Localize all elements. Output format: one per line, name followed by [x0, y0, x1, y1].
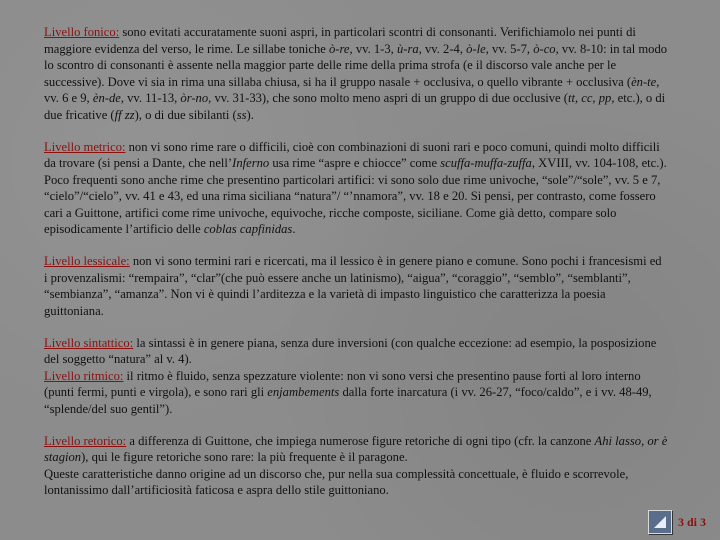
- body-text: , vv. 1-3,: [349, 41, 397, 56]
- slide-footer: [648, 510, 706, 534]
- italic-text: tt, cc, pp,: [567, 91, 615, 105]
- paragraph-metrico: [44, 139, 668, 238]
- body-text: non vi sono rime rare o difficili, cioè con combinazioni di suoni rari e poco comuni, quindi molto difficili da trovare (si pensi a Dante, che nell’: [44, 139, 660, 170]
- slide-content: [44, 24, 668, 514]
- body-text: , vv. 11-13,: [120, 91, 181, 105]
- body-text: ), qui le figure retoriche sono rare: la più frequente è il paragone.: [81, 450, 408, 464]
- body-text: usa rime “aspre e chiocce” come: [269, 156, 441, 170]
- italic-text: ù-ra: [396, 41, 419, 56]
- body-text: , vv. 6 e 9,: [44, 74, 660, 105]
- body-text: sono evitati accuratamente suoni aspri, in particolari scontri di consonanti. Verifichiamolo nei punti di maggiore evidenza del verso, le rime. Le sillabe toniche: [44, 25, 636, 56]
- italic-text: òr-no: [180, 91, 209, 105]
- paragraph-retorico: [44, 433, 668, 499]
- italic-text: èn-te: [631, 74, 657, 89]
- italic-text: Ahi lasso, or è stagion: [44, 433, 668, 464]
- italic-text: ff zz: [114, 107, 135, 122]
- body-text: .: [292, 222, 296, 236]
- italic-text: ò-re: [329, 41, 350, 56]
- body-text: dalla forte inarcatura (i vv. 26-27, “foco/caldo”, e i vv. 48-49, “splende/del suo gentil”).: [44, 385, 652, 416]
- body-text: , vv. 31-33), che sono molto meno aspri di un gruppo di due occlusive (: [208, 91, 568, 105]
- section-label: Livello lessicale:: [44, 254, 130, 268]
- body-text: il ritmo è fluido, senza spezzature violente: non vi sono versi che presentino pause forti al loro interno (punti fermi, punti e virgola), e sono rari gli: [44, 368, 641, 399]
- body-text: , vv. 8-10: in tal modo lo scontro di consonanti è assente nella maggior parte delle rime della prima strofa (e il discorso vale anche per le successive). Dove vi sia in rima una sillaba chiusa, si ha il gruppo nasale + occlusiva, o quello vibrante + occlusiva (: [44, 41, 668, 89]
- paragraph-lessicale: [44, 253, 668, 319]
- italic-text: ò-co: [533, 41, 556, 56]
- section-label: Livello ritmico:: [44, 368, 124, 383]
- italic-text: ò-le: [466, 41, 486, 56]
- section-label: Livello retorico:: [44, 433, 127, 448]
- italic-text: Inferno: [232, 156, 270, 170]
- body-text: la sintassi è in genere piana, senza dure inversioni (con qualche eccezione: ad esempio, la posposizione del soggetto “natura” al v. 4).: [44, 335, 657, 366]
- body-text: ).: [246, 107, 254, 122]
- italic-text: coblas capfinidas: [203, 222, 293, 236]
- body-text: non vi sono termini rari e ricercati, ma il lessico è in genere piano e comune. Sono pochi i francesismi ed i provenzalismi: “rempaira”, “clar”(che può essere anche un latinismo), “aigua”, “coraggio”, “semblo”, “semblanti”, “sembianza”, “amanza”. Non vi è quindi l’arditezza e la varietà di impasto linguistico che caratterizza la poesia guittoniana.: [44, 254, 662, 318]
- paragraph-fonico: [44, 24, 668, 123]
- body-text: etc.), o di due fricative (: [44, 91, 666, 122]
- italic-text: èn-de: [92, 91, 121, 105]
- body-text: a differenza di Guittone, che impiega numerose figure retoriche di ogni tipo (cfr. la canzone: [126, 433, 595, 448]
- section-label: Livello sintattico:: [44, 335, 134, 350]
- paragraph-sintattico-ritmico: [44, 335, 668, 418]
- section-label: Livello fonico:: [44, 25, 120, 39]
- body-text: Queste caratteristiche danno origine ad un discorso che, pur nella sua complessità concettuale, è fluido e scorrevole, lontanissimo dall’artificiosità faticosa e aspra dello stile guittoniano.: [44, 466, 629, 497]
- body-text: ), o di due sibilanti (: [134, 107, 237, 122]
- italic-text: enjambements: [267, 385, 340, 399]
- back-arrow-icon[interactable]: [648, 510, 672, 534]
- page-number: 3 di 3: [677, 514, 706, 529]
- italic-text: ss: [236, 107, 247, 122]
- body-text: , vv. 2-4,: [418, 41, 467, 56]
- body-text: , vv. 5-7,: [485, 41, 534, 56]
- italic-text: scuffa-muffa-zuffa: [440, 156, 532, 170]
- body-text: , XVIII, vv. 104-108, etc.). Poco frequenti sono anche rime che presentino particolari artifici: vi sono solo due rime univoche, “sole”/“sole”, vv. 5 e 7, “cielo”/“cielo”, vv. 41 e 43, ed una rima siciliana “natura”/ “’nnamora”, vv. 18 e 20. Si pensi, per contrasto, come fossero cari a Guittone, artifici come rime univoche, equivoche, ricche composte, siciliane. Come già detto, compare solo episodicamente l’artificio delle: [44, 156, 667, 236]
- section-label: Livello metrico:: [44, 139, 126, 154]
